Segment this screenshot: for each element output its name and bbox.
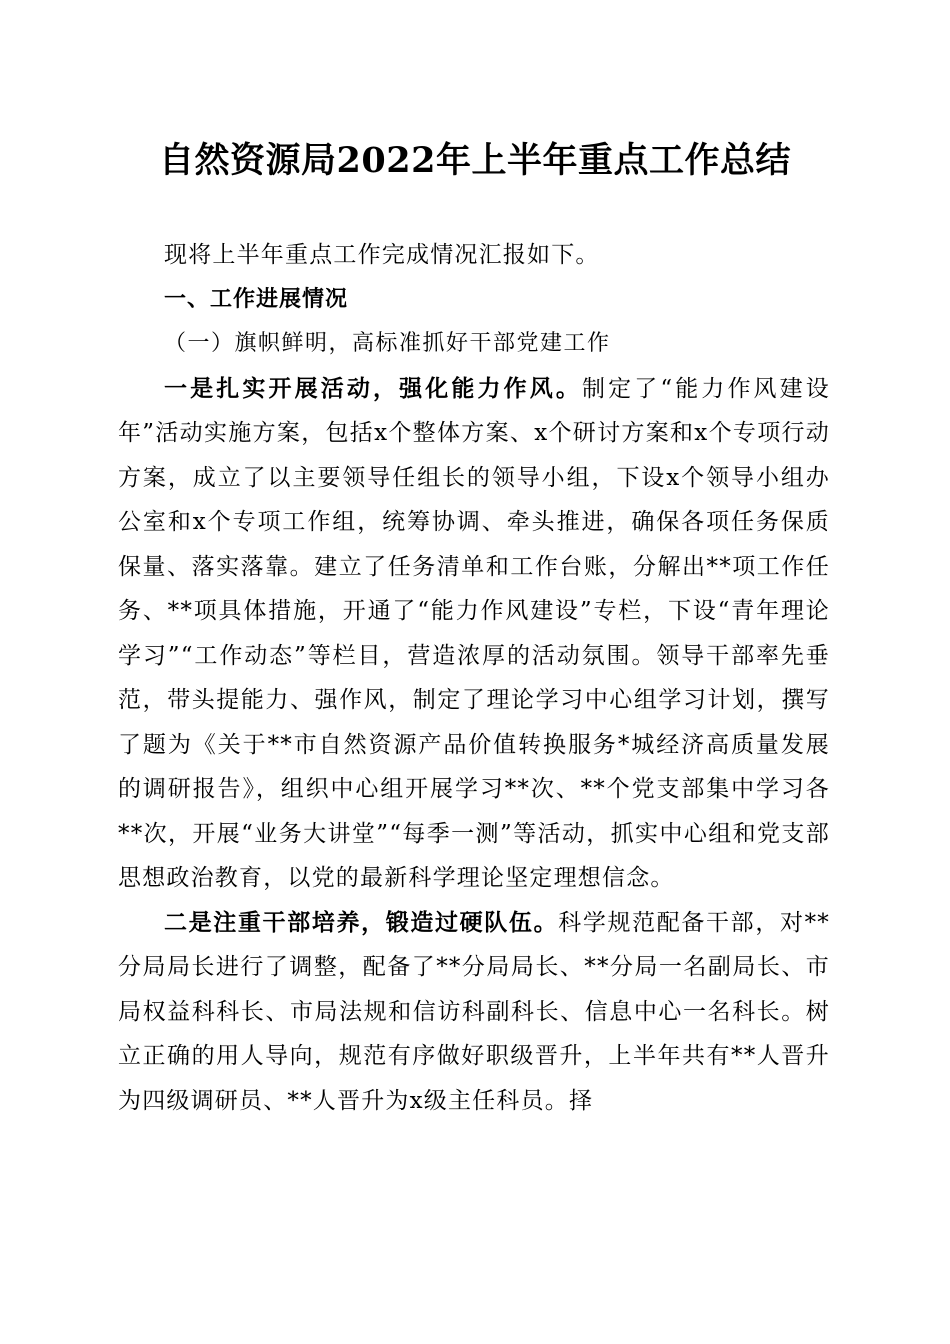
document-body — [118, 233, 830, 1123]
section-heading: 一、工作进展情况 — [164, 286, 349, 312]
paragraph-lead-2: 二是注重干部培养，锻造过硬队伍。 — [164, 908, 559, 936]
subsection-heading: （一）旗帜鲜明，高标准抓好干部党建工作 — [164, 331, 611, 356]
paragraph-text-1: 制定了“能力作风建设年”活动实施方案，包括x个整体方案、x个研讨方案和x个专项行动方案，成立了以主要领导任组长的领导小组，下设x个领导小组办公室和x个专项工作组，统筹协调、牵头推进，确保各项任务保质保量、落实落靠。建立了任务清单和工作台账，分解出**项工作任务、**项具体措施，开通了“能力作风建设”专栏，下设“青年理论学习”“工作动态”等栏目，营造浓厚的活动氛围。领导干部率先垂范，带头提能力、强作风，制定了理论学习中心组学习计划，撰写了题为《关于**市自然资源产品价值转换服务*城经济高质量发展的调研报告》，组织中心组开展学习**次、**个党支部集中学习各**次，开展“业务大讲堂”“每季一测”等活动，抓实中心组和党支部思想政治教育，以党的最新科学理论坚定理想信念。 — [118, 375, 831, 891]
intro-paragraph: 现将上半年重点工作完成情况汇报如下。 — [164, 242, 600, 268]
paragraph-lead-1: 一是扎实开展活动，强化能力作风。 — [164, 374, 582, 402]
document-title: 自然资源局2022年上半年重点工作总结 — [159, 140, 791, 181]
paragraph-activities — [118, 367, 830, 901]
paragraph-text-2: 科学规范配备干部，对**分局局长进行了调整，配备了**分局局长、**分局一名副局长、市局权益科科长、市局法规和信访科副科长、信息中心一名科长。树立正确的用人导向，规范有序做好职级晋升，上半年共有**人晋升为四级调研员、**人晋升为x级主任科员。择 — [118, 909, 830, 1114]
paragraph-cadres — [118, 901, 830, 1124]
